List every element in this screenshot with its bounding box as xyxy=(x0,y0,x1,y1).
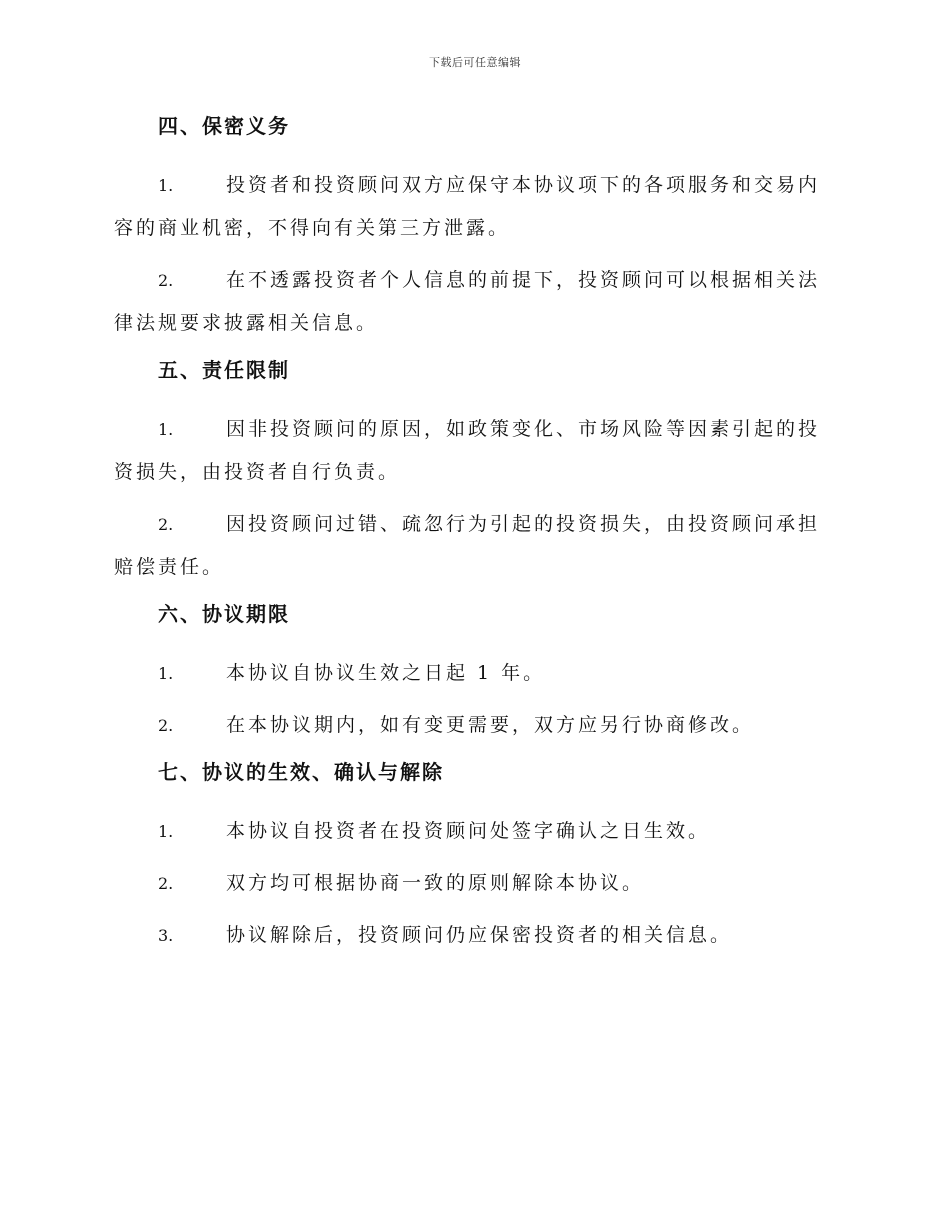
list-item xyxy=(114,503,834,589)
page-header: 下载后可任意编辑 xyxy=(429,56,521,69)
item-text: 本协议自协议生效之日起 1 年。 xyxy=(226,662,546,684)
item-text: 在本协议期内，如有变更需要，双方应另行协商修改。 xyxy=(226,714,755,736)
item-number: 3. xyxy=(158,926,174,945)
section-heading: 四、保密义务 xyxy=(158,114,290,138)
item-number: 2. xyxy=(158,515,174,534)
section-heading: 五、责任限制 xyxy=(158,358,290,382)
list-item xyxy=(114,704,834,747)
item-text: 在不透露投资者个人信息的前提下，投资顾问可以根据相关法律法规要求披露相关信息。 xyxy=(114,269,821,334)
item-text: 投资者和投资顾问双方应保守本协议项下的各项服务和交易内容的商业机密，不得向有关第三方泄露。 xyxy=(114,174,821,239)
item-number: 2. xyxy=(158,271,174,290)
list-item xyxy=(114,862,834,905)
item-text: 本协议自投资者在投资顾问处签字确认之日生效。 xyxy=(226,820,711,842)
item-number: 1. xyxy=(158,420,174,439)
list-item xyxy=(114,408,834,494)
item-number: 2. xyxy=(158,874,174,893)
list-item xyxy=(114,164,834,250)
section-heading: 六、协议期限 xyxy=(158,602,290,626)
section-heading: 七、协议的生效、确认与解除 xyxy=(158,760,444,784)
item-text: 因投资顾问过错、疏忽行为引起的投资损失，由投资顾问承担赔偿责任。 xyxy=(114,513,821,578)
item-number: 2. xyxy=(158,716,174,735)
item-text: 协议解除后，投资顾问仍应保密投资者的相关信息。 xyxy=(226,924,733,946)
document-body xyxy=(114,110,834,957)
list-item xyxy=(114,810,834,853)
item-text: 双方均可根据协商一致的原则解除本协议。 xyxy=(226,872,645,894)
item-text: 因非投资顾问的原因，如政策变化、市场风险等因素引起的投资损失，由投资者自行负责。 xyxy=(114,418,821,483)
list-item xyxy=(114,914,834,957)
list-item xyxy=(114,259,834,345)
item-number: 1. xyxy=(158,664,174,683)
list-item xyxy=(114,652,834,695)
item-number: 1. xyxy=(158,176,174,195)
item-number: 1. xyxy=(158,822,174,841)
